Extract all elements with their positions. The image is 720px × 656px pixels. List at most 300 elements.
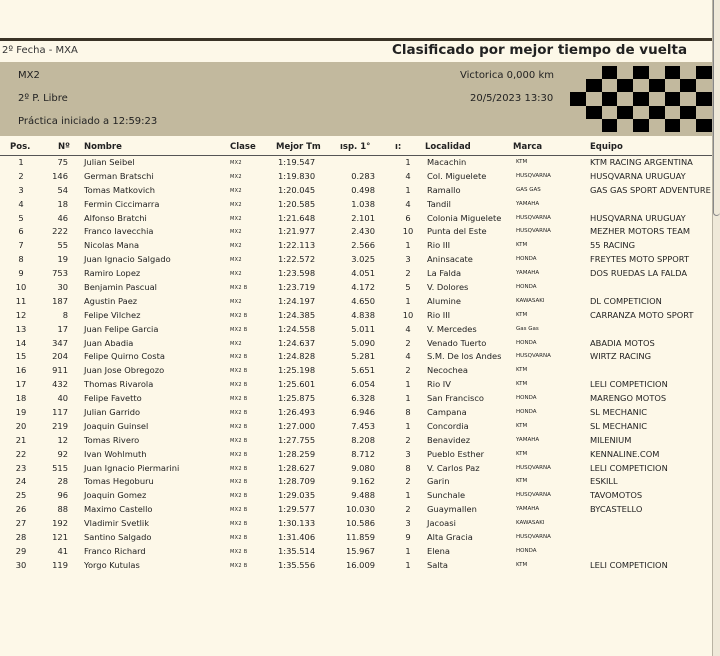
- cell-dif: 2.101: [351, 212, 375, 223]
- table-row: [0, 435, 712, 449]
- cell-clase: MX2 B: [230, 493, 248, 500]
- cell-clase: MX2: [230, 243, 242, 250]
- cell-pos: 10: [15, 282, 27, 293]
- cell-clase: MX2 B: [230, 354, 248, 361]
- cell-loc: V. Carlos Paz: [427, 462, 480, 473]
- cell-no: 515: [52, 462, 68, 473]
- cell-pos: 23: [15, 462, 27, 473]
- cell-dif: 9.488: [351, 490, 375, 501]
- col-class: Clase: [230, 142, 256, 152]
- results-table-header: [0, 142, 712, 156]
- cell-marca: KTM: [516, 478, 528, 485]
- cell-marca: KTM: [516, 242, 528, 249]
- cell-equipo: HUSQVARNA URUGUAY: [590, 170, 686, 181]
- cell-nombre: Juan Jose Obregozo: [84, 365, 165, 376]
- cell-pos: 13: [15, 323, 27, 334]
- cell-no: 146: [52, 170, 68, 181]
- cell-clase: MX2 B: [230, 521, 248, 528]
- cell-pos: 12: [15, 309, 27, 320]
- cell-dif: 10.586: [345, 518, 375, 529]
- cell-tm: 1:20.585: [278, 198, 316, 209]
- table-row: [0, 171, 712, 185]
- cell-tm: 1:29.577: [278, 504, 316, 515]
- cell-marca: HONDA: [516, 339, 537, 346]
- cell-tm: 1:24.828: [278, 351, 316, 362]
- cell-nombre: Juan Abadia: [84, 337, 134, 348]
- cell-marca: GAS GAS: [516, 186, 541, 193]
- cell-pos: 9: [18, 268, 24, 279]
- cell-dif: 2.566: [351, 240, 375, 251]
- header-rule: [0, 38, 712, 41]
- cell-nombre: Thomas Rivarola: [84, 379, 154, 390]
- cell-lap: 1: [405, 490, 411, 501]
- cell-nombre: Juan Ignacio Piermarini: [84, 462, 180, 473]
- cell-clase: MX2 B: [230, 562, 248, 569]
- cell-equipo: KTM RACING ARGENTINA: [590, 157, 693, 167]
- cell-lap: 4: [405, 170, 411, 181]
- cell-lap: 2: [405, 365, 411, 376]
- cell-equipo: LELI COMPETICION: [590, 462, 668, 473]
- cell-marca: HONDA: [516, 409, 537, 416]
- cell-clase: MX2 B: [230, 465, 248, 472]
- cell-nombre: Joaquin Guinsel: [84, 420, 149, 431]
- cell-clase: MX2 B: [230, 312, 248, 319]
- cell-dif: 1.038: [351, 198, 375, 209]
- cell-nombre: Felipe Favetto: [84, 393, 142, 404]
- col-lap: ı:: [395, 142, 402, 152]
- cell-clase: MX2 B: [230, 437, 248, 444]
- cell-no: 40: [57, 393, 68, 404]
- cell-tm: 1:28.627: [278, 462, 316, 473]
- col-locality: Localidad: [425, 142, 471, 152]
- cell-marca: YAMAHA: [516, 506, 540, 513]
- cell-clase: MX2 B: [230, 535, 248, 542]
- cell-equipo: SL MECHANIC: [590, 420, 648, 431]
- cell-tm: 1:28.709: [278, 476, 316, 487]
- scrollbar-thumb[interactable]: [713, 0, 720, 216]
- cell-equipo: FREYTES MOTO SPPORT: [590, 254, 690, 265]
- cell-lap: 1: [405, 295, 411, 306]
- cell-loc: Sunchale: [427, 490, 466, 501]
- session-date: 20/5/2023 13:30: [470, 93, 554, 104]
- cell-nombre: Santino Salgado: [84, 532, 152, 543]
- cell-pos: 20: [15, 420, 27, 431]
- cell-marca: HUSQVARNA: [516, 214, 551, 221]
- cell-nombre: Felipe Quirno Costa: [84, 351, 165, 362]
- cell-nombre: Maximo Castello: [84, 504, 153, 515]
- cell-marca: KAWASAKI: [516, 520, 545, 527]
- cell-marca: HUSQVARNA: [516, 534, 551, 541]
- cell-loc: Alumine: [427, 295, 461, 306]
- table-row: [0, 421, 712, 435]
- cell-dif: 2.430: [351, 226, 375, 237]
- report-title: Clasificado por mejor tiempo de vuelta: [392, 42, 688, 58]
- cell-dif: 4.838: [351, 309, 375, 320]
- cell-lap: 4: [405, 351, 411, 362]
- cell-loc: Concordia: [427, 420, 469, 431]
- cell-clase: MX2 B: [230, 368, 248, 375]
- cell-tm: 1:31.406: [278, 532, 316, 543]
- cell-nombre: Benjamin Pascual: [84, 282, 157, 293]
- cell-nombre: Agustin Paez: [84, 295, 138, 306]
- cell-loc: Guaymallen: [427, 504, 477, 515]
- table-row: [0, 310, 712, 324]
- cell-loc: Pueblo Esther: [427, 448, 485, 459]
- cell-loc: San Francisco: [427, 393, 484, 404]
- table-row: [0, 226, 712, 240]
- cell-no: 18: [57, 198, 68, 209]
- cell-marca: HUSQVARNA: [516, 228, 551, 235]
- cell-lap: 8: [405, 462, 411, 473]
- cell-equipo: DOS RUEDAS LA FALDA: [590, 268, 688, 279]
- cell-dif: 9.162: [351, 476, 375, 487]
- cell-clase: MX2 B: [230, 507, 248, 514]
- cell-marca: KTM: [516, 159, 528, 165]
- cell-no: 117: [52, 407, 68, 418]
- cell-pos: 21: [15, 434, 27, 445]
- cell-nombre: Fermin Ciccimarra: [84, 198, 160, 209]
- cell-lap: 1: [405, 240, 411, 251]
- cell-clase: MX2 B: [230, 451, 248, 458]
- cell-tm: 1:21.977: [278, 226, 316, 237]
- cell-clase: MX2 B: [230, 479, 248, 486]
- cell-loc: Rio IV: [427, 379, 451, 390]
- cell-dif: 0.498: [351, 184, 375, 195]
- cell-pos: 17: [15, 379, 27, 390]
- cell-marca: KTM: [516, 381, 528, 388]
- cell-lap: 1: [405, 184, 411, 195]
- cell-loc: Punta del Este: [427, 226, 487, 237]
- cell-dif: 4.650: [351, 295, 375, 306]
- table-row: [0, 254, 712, 268]
- cell-pos: 28: [15, 532, 27, 543]
- table-row: [0, 379, 712, 393]
- cell-pos: 3: [18, 184, 24, 195]
- results-table-body: [0, 157, 712, 574]
- cell-no: 192: [52, 518, 68, 529]
- cell-equipo: ABADIA MOTOS: [590, 337, 655, 348]
- cell-clase: MX2 B: [230, 423, 248, 430]
- cell-nombre: Julian Garrido: [84, 407, 141, 418]
- cell-tm: 1:35.556: [278, 559, 316, 570]
- cell-dif: 10.030: [345, 504, 375, 515]
- cell-tm: 1:35.514: [278, 545, 316, 556]
- cell-dif: 4.172: [351, 282, 375, 293]
- table-row: [0, 476, 712, 490]
- session-start: Práctica iniciado a 12:59:23: [18, 116, 158, 127]
- cell-marca: Gas Gas: [516, 325, 539, 332]
- table-row: [0, 560, 712, 574]
- cell-pos: 30: [15, 559, 27, 570]
- table-row: [0, 324, 712, 338]
- cell-marca: HONDA: [516, 256, 537, 263]
- cell-pos: 19: [15, 407, 27, 418]
- cell-clase: MX2: [230, 201, 242, 208]
- cell-equipo: ESKILL: [590, 476, 618, 487]
- cell-loc: Campana: [427, 407, 467, 418]
- cell-pos: 29: [15, 545, 27, 556]
- cell-tm: 1:20.045: [278, 184, 316, 195]
- cell-tm: 1:22.113: [278, 240, 316, 251]
- cell-marca: YAMAHA: [516, 436, 540, 443]
- cell-no: 19: [57, 254, 68, 265]
- cell-no: 92: [57, 448, 68, 459]
- cell-lap: 2: [405, 434, 411, 445]
- table-row: [0, 185, 712, 199]
- cell-no: 75: [57, 157, 68, 167]
- cell-tm: 1:30.133: [278, 518, 316, 529]
- cell-dif: 8.208: [351, 434, 375, 445]
- table-row: [0, 532, 712, 546]
- cell-dif: 6.054: [351, 379, 375, 390]
- cell-tm: 1:19.547: [278, 157, 316, 167]
- cell-pos: 22: [15, 448, 27, 459]
- table-row: [0, 490, 712, 504]
- cell-nombre: Nicolas Mana: [84, 240, 140, 251]
- cell-tm: 1:29.035: [278, 490, 316, 501]
- venue-label: Victorica 0,000 km: [460, 70, 554, 81]
- col-brand: Marca: [513, 142, 543, 152]
- cell-loc: Tandil: [427, 198, 451, 209]
- cell-nombre: German Bratschi: [84, 170, 154, 181]
- cell-clase: MX2: [230, 340, 242, 347]
- cell-dif: 5.651: [351, 365, 375, 376]
- cell-loc: S.M. De los Andes: [427, 351, 502, 362]
- cell-no: 222: [52, 226, 68, 237]
- cell-dif: 8.712: [351, 448, 375, 459]
- cell-lap: 6: [405, 212, 411, 223]
- cell-loc: La Falda: [427, 268, 462, 279]
- cell-tm: 1:25.198: [278, 365, 316, 376]
- col-gap: ısp. 1°: [340, 142, 371, 152]
- table-row: [0, 393, 712, 407]
- cell-marca: KAWASAKI: [516, 297, 545, 304]
- cell-loc: Ramallo: [427, 184, 461, 195]
- cell-loc: V. Mercedes: [427, 323, 477, 334]
- cell-pos: 7: [18, 240, 24, 251]
- cell-clase: MX2: [230, 257, 242, 264]
- cell-marca: HUSQVARNA: [516, 353, 551, 360]
- cell-no: 54: [57, 184, 68, 195]
- cell-equipo: BYCASTELLO: [590, 504, 643, 515]
- cell-no: 121: [52, 532, 68, 543]
- cell-loc: Benavidez: [427, 434, 471, 445]
- cell-no: 55: [57, 240, 68, 251]
- cell-no: 187: [52, 295, 68, 306]
- cell-equipo: TAVOMOTOS: [590, 490, 643, 501]
- cell-loc: Elena: [427, 545, 450, 556]
- cell-marca: KTM: [516, 450, 528, 457]
- cell-nombre: Vladimir Svetlik: [84, 518, 150, 529]
- cell-nombre: Franco Richard: [84, 545, 146, 556]
- cell-no: 88: [57, 504, 68, 515]
- cell-tm: 1:23.598: [278, 268, 316, 279]
- cell-equipo: LELI COMPETICION: [590, 559, 668, 570]
- cell-pos: 5: [18, 212, 24, 223]
- table-row: [0, 449, 712, 463]
- cell-marca: HUSQVARNA: [516, 492, 551, 499]
- cell-marca: YAMAHA: [516, 270, 540, 277]
- cell-nombre: Ivan Wohlmuth: [84, 448, 147, 459]
- cell-loc: Colonia Miguelete: [427, 212, 502, 223]
- category-label: MX2: [18, 70, 40, 81]
- cell-lap: 3: [405, 518, 411, 529]
- checkered-flag-icon: [570, 66, 712, 132]
- col-number: Nº: [58, 142, 70, 152]
- cell-lap: 2: [405, 337, 411, 348]
- col-name: Nombre: [84, 142, 122, 152]
- cell-no: 46: [57, 212, 68, 223]
- cell-clase: MX2 B: [230, 326, 248, 333]
- col-pos: Pos.: [10, 142, 31, 152]
- cell-no: 41: [57, 545, 68, 556]
- cell-lap: 5: [405, 282, 411, 293]
- cell-pos: 18: [15, 393, 27, 404]
- cell-nombre: Alfonso Bratchi: [84, 212, 147, 223]
- cell-nombre: Tomas Hegoburu: [84, 476, 154, 487]
- cell-equipo: GAS GAS SPORT ADVENTURE: [590, 184, 711, 195]
- cell-clase: MX2 B: [230, 285, 248, 292]
- cell-tm: 1:27.755: [278, 434, 316, 445]
- table-row: [0, 504, 712, 518]
- cell-pos: 16: [15, 365, 27, 376]
- cell-dif: 9.080: [351, 462, 375, 473]
- cell-equipo: LELI COMPETICION: [590, 379, 668, 390]
- cell-lap: 1: [405, 157, 411, 167]
- cell-lap: 2: [405, 504, 411, 515]
- cell-equipo: HUSQVARNA URUGUAY: [590, 212, 686, 223]
- cell-lap: 4: [405, 323, 411, 334]
- cell-loc: Garin: [427, 476, 450, 487]
- cell-nombre: Juan Felipe Garcia: [84, 323, 159, 334]
- cell-nombre: Juan Ignacio Salgado: [84, 254, 171, 265]
- session-label: 2º P. Libre: [18, 93, 68, 104]
- cell-pos: 2: [18, 170, 24, 181]
- cell-clase: MX2: [230, 173, 242, 180]
- cell-dif: 3.025: [351, 254, 375, 265]
- cell-dif: 5.281: [351, 351, 375, 362]
- cell-pos: 25: [15, 490, 27, 501]
- cell-clase: MX2 B: [230, 396, 248, 403]
- cell-loc: Alta Gracia: [427, 532, 473, 543]
- cell-no: 30: [57, 282, 68, 293]
- cell-equipo: DL COMPETICION: [590, 295, 662, 306]
- cell-tm: 1:24.558: [278, 323, 316, 334]
- cell-no: 96: [57, 490, 68, 501]
- cell-dif: 15.967: [345, 545, 375, 556]
- cell-nombre: Julian Seibel: [84, 157, 135, 167]
- cell-equipo: 55 RACING: [590, 240, 636, 251]
- cell-nombre: Ramiro Lopez: [84, 268, 141, 279]
- cell-no: 204: [52, 351, 68, 362]
- cell-pos: 11: [15, 295, 27, 306]
- cell-dif: 6.946: [351, 407, 375, 418]
- cell-marca: HONDA: [516, 395, 537, 402]
- cell-loc: Venado Tuerto: [427, 337, 487, 348]
- cell-clase: MX2 B: [230, 548, 248, 555]
- table-row: [0, 365, 712, 379]
- cell-clase: MX2 B: [230, 410, 248, 417]
- cell-loc: Necochea: [427, 365, 468, 376]
- cell-pos: 6: [18, 226, 24, 237]
- cell-lap: 1: [405, 393, 411, 404]
- cell-lap: 9: [405, 532, 411, 543]
- cell-lap: 10: [402, 309, 414, 320]
- cell-no: 119: [52, 559, 68, 570]
- table-row: [0, 351, 712, 365]
- cell-nombre: Tomas Matkovich: [84, 184, 155, 195]
- table-row: [0, 463, 712, 477]
- table-row: [0, 199, 712, 213]
- cell-tm: 1:28.259: [278, 448, 316, 459]
- cell-marca: KTM: [516, 422, 528, 429]
- cell-lap: 1: [405, 379, 411, 390]
- table-row: [0, 338, 712, 352]
- cell-equipo: MILENIUM: [590, 434, 632, 445]
- table-row: [0, 546, 712, 560]
- cell-tm: 1:22.572: [278, 254, 316, 265]
- cell-marca: KTM: [516, 311, 528, 318]
- col-team: Equipo: [590, 142, 623, 152]
- cell-dif: 7.453: [351, 420, 375, 431]
- cell-dif: 5.090: [351, 337, 375, 348]
- cell-no: 432: [52, 379, 68, 390]
- cell-lap: 4: [405, 198, 411, 209]
- cell-loc: Rio III: [427, 309, 451, 320]
- cell-marca: HUSQVARNA: [516, 464, 551, 471]
- cell-marca: HONDA: [516, 547, 537, 554]
- cell-no: 219: [52, 420, 68, 431]
- cell-lap: 3: [405, 254, 411, 265]
- cell-clase: MX2: [230, 271, 242, 278]
- cell-loc: Aninsacate: [427, 254, 473, 265]
- cell-no: 911: [52, 365, 68, 376]
- table-row: [0, 407, 712, 421]
- cell-dif: 16.009: [345, 559, 375, 570]
- cell-marca: HONDA: [516, 284, 537, 291]
- cell-no: 8: [62, 309, 68, 320]
- cell-tm: 1:25.875: [278, 393, 316, 404]
- table-row: [0, 518, 712, 532]
- cell-marca: KTM: [516, 367, 528, 374]
- table-row: [0, 157, 712, 171]
- cell-tm: 1:24.637: [278, 337, 316, 348]
- cell-loc: Rio III: [427, 240, 451, 251]
- cell-pos: 4: [18, 198, 24, 209]
- cell-tm: 1:24.385: [278, 309, 316, 320]
- cell-tm: 1:25.601: [278, 379, 316, 390]
- cell-no: 28: [57, 476, 68, 487]
- cell-loc: Salta: [427, 559, 448, 570]
- cell-lap: 1: [405, 559, 411, 570]
- cell-lap: 2: [405, 476, 411, 487]
- cell-pos: 1: [18, 157, 24, 167]
- table-row: [0, 282, 712, 296]
- cell-nombre: Yorgo Kutulas: [84, 559, 140, 570]
- cell-pos: 14: [15, 337, 27, 348]
- cell-lap: 1: [405, 545, 411, 556]
- cell-tm: 1:27.000: [278, 420, 316, 431]
- cell-dif: 5.011: [351, 323, 375, 334]
- cell-nombre: Franco Iavecchia: [84, 226, 154, 237]
- cell-pos: 8: [18, 254, 24, 265]
- table-row: [0, 296, 712, 310]
- cell-no: 17: [57, 323, 68, 334]
- cell-pos: 15: [15, 351, 27, 362]
- cell-tm: 1:23.719: [278, 282, 316, 293]
- cell-tm: 1:26.493: [278, 407, 316, 418]
- table-row: [0, 213, 712, 227]
